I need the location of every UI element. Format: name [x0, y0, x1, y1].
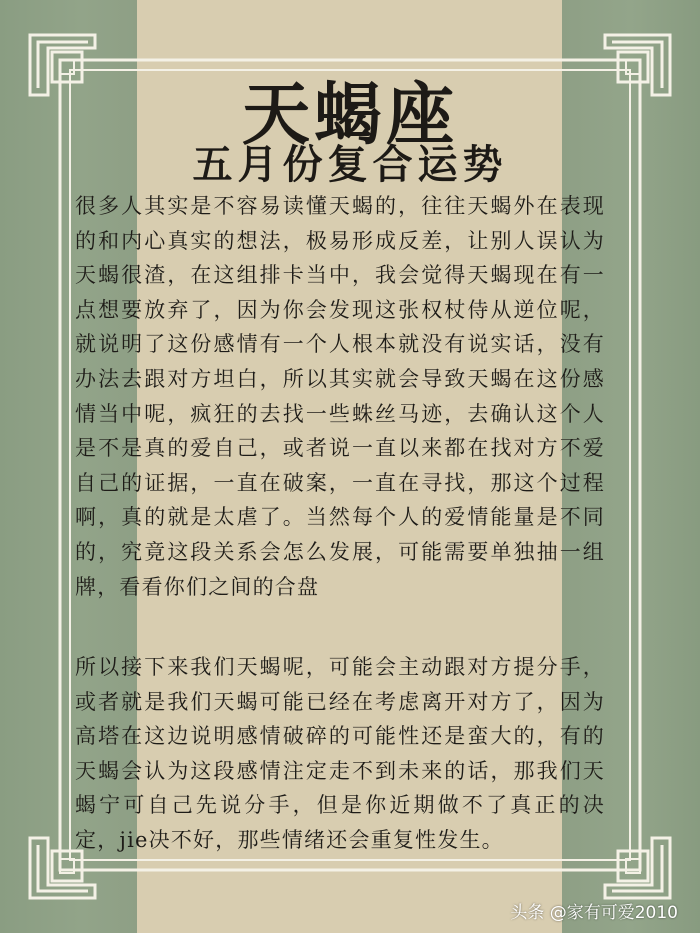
page-subtitle: 五月份复合运势 — [192, 141, 508, 188]
source-watermark: 头条 @家有可爱2010 — [510, 903, 678, 923]
body-paragraph-2: 所以接下来我们天蝎呢，可能会主动跟对方提分手，或者就是我们天蝎可能已经在考虑离开对方了，因为高塔在这边说明感情破碎的可能性还是蛮大的，有的天蝎会认为这段感情注定走不到未来的话，那我们天蝎宁可自己先说分手，但是你近期做不了真正的决定，jie决不好，那些情绪还会重复性发生。 — [75, 655, 605, 852]
body-paragraph-1: 很多人其实是不容易读懂天蝎的，往往天蝎外在表现的和内心真实的想法，极易形成反差，让别人误认为天蝎很渣，在这组排卡当中，我会觉得天蝎现在有一点想要放弃了，因为你会发现这张权杖侍从逆位呢，就说明了这份感情有一个人根本就没有说实话，没有办法去跟对方坦白，所以其实就会导致天蝎在这份感情当中呢，疯狂的去找一些蛛丝马迹，去确认这个人是不是真的爱自己，或者说一直以来都在找对方不爱自己的证据，一直在破案，一直在寻找，那这个过程啊，真的就是太虐了。当然每个人的爱情能量是不同的，究竟这段关系会怎么发展，可能需要单独抽一组牌，看看你们之间的合盘 — [75, 194, 605, 599]
page-title: 天蝎座 — [241, 75, 458, 155]
